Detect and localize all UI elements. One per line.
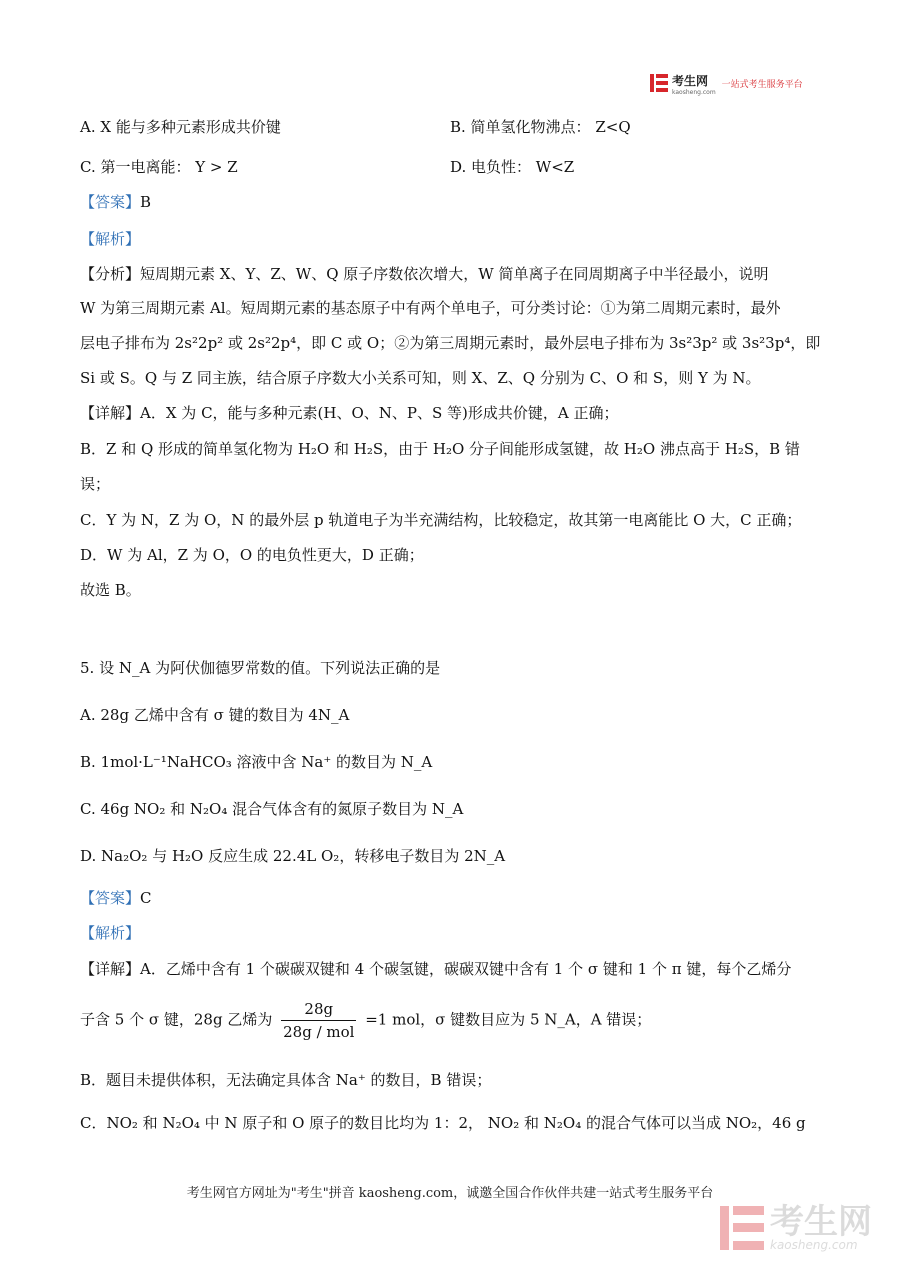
watermark-text: 考生网 bbox=[770, 1202, 872, 1242]
q4-detail-c: C．Y 为 N，Z 为 O，N 的最外层 p 轨道电子为半充满结构，比较稳定，故其第一电离能比 O 大，C 正确； bbox=[80, 511, 802, 529]
fenxi-label: 【分析】 bbox=[80, 265, 141, 283]
q5-answer bbox=[80, 888, 152, 908]
q5-detail-b: B．题目未提供体积，无法确定具体含 Na⁺ 的数目，B 错误； bbox=[80, 1071, 492, 1089]
q4-fenxi-1: 【分析】短周期元素 X、Y、Z、W、Q 原子序数依次增大，W 简单离子在同周期离子中半径最小，说明 bbox=[80, 265, 769, 283]
q4-answer bbox=[80, 192, 151, 212]
answer-value: B bbox=[140, 193, 152, 211]
q5-option-a: A. 28g 乙烯中含有 σ 键的数目为 4N_A bbox=[80, 706, 350, 724]
q4-detail-d: D．W 为 Al，Z 为 O，O 的电负性更大，D 正确； bbox=[80, 546, 424, 564]
detail-label: 【详解】 bbox=[80, 404, 141, 422]
fraction bbox=[281, 998, 356, 1043]
q4-detail-b1: B．Z 和 Q 形成的简单氢化物为 H₂O 和 H₂S，由于 H₂O 分子间能形成氢键，故 H₂O 沸点高于 H₂S，B 错 bbox=[80, 440, 800, 458]
q5-detail-c: C．NO₂ 和 N₂O₄ 中 N 原子和 O 原子的数目比均为 1：2， NO₂ 和 N₂O₄ 的混合气体可以当成 NO₂，46 g bbox=[80, 1114, 806, 1132]
q4-fenxi-3: 层电子排布为 2s²2p² 或 2s²2p⁴，即 C 或 O；②为第三周期元素时，最外层电子排布为 3s²3p² 或 3s²3p⁴，即 bbox=[80, 334, 821, 352]
q4-detail-a: 【详解】A．X 为 C，能与多种元素(H、O、N、P、S 等)形成共价键，A 正确； bbox=[80, 404, 619, 422]
q5-detail-a2: 子含 5 个 σ 键，28g 乙烯为 $\frac{28g}{\text{28g / mol}}$ =1 mol，σ 键数目应为 5 N_A，A 错误； bbox=[80, 1000, 652, 1041]
q5-option-b: B. 1mol·L⁻¹NaHCO₃ 溶液中含 Na⁺ 的数目为 N_A bbox=[80, 753, 433, 771]
watermark-logo-icon bbox=[720, 1206, 764, 1250]
header-logo bbox=[650, 70, 803, 96]
q5-detail-a1: 【详解】A．乙烯中含有 1 个碳碳双键和 4 个碳氢键，碳碳双键中含有 1 个 σ 键和 1 个 π 键，每个乙烯分 bbox=[80, 960, 792, 978]
page-footer: 考生网官方网址为"考生"拼音 kaosheng.com，诚邀全国合作伙伴共建一站式考生服务平台 bbox=[186, 1186, 714, 1201]
q4-conclusion: 故选 B。 bbox=[80, 581, 141, 599]
watermark bbox=[720, 1202, 872, 1252]
answer-label: 【答案】 bbox=[80, 193, 141, 211]
q4-option-a: A. X 能与多种元素形成共价键 bbox=[80, 118, 281, 136]
fraction-numerator: 28g bbox=[281, 998, 356, 1021]
q5-option-d: D. Na₂O₂ 与 H₂O 反应生成 22.4L O₂，转移电子数目为 2N_A bbox=[80, 847, 506, 865]
logo-brand: 考生网 bbox=[672, 74, 709, 88]
q4-fenxi-2: W 为第三周期元素 Al。短周期元素的基态原子中有两个单电子，可分类讨论：①为第二周期元素时，最外 bbox=[80, 299, 781, 317]
q5-option-c: C. 46g NO₂ 和 N₂O₄ 混合气体含有的氮原子数目为 N_A bbox=[80, 800, 464, 818]
watermark-domain: kaosheng.com bbox=[770, 1238, 858, 1252]
q5-stem: 5. 设 N_A 为阿伏伽德罗常数的值。下列说法正确的是 bbox=[80, 659, 441, 677]
detail-label: 【详解】 bbox=[80, 960, 141, 978]
q4-fenxi-4: Si 或 S。Q 与 Z 同主族，结合原子序数大小关系可知，则 X、Z、Q 分别为 C、O 和 S，则 Y 为 N。 bbox=[80, 369, 761, 387]
logo-slogan: 一站式考生服务平台 bbox=[721, 79, 803, 90]
q4-option-b: B. 简单氢化物沸点： Z<Q bbox=[450, 118, 631, 136]
fraction-denominator: 28g / mol bbox=[283, 1023, 355, 1041]
q4-option-d: D. 电负性： W<Z bbox=[450, 158, 575, 176]
q4-analysis-label: 【解析】 bbox=[80, 230, 141, 248]
answer-label: 【答案】 bbox=[80, 889, 141, 907]
q4-detail-b2: 误； bbox=[80, 475, 111, 493]
logo-domain: kaosheng.com bbox=[672, 89, 716, 96]
q4-option-c: C. 第一电离能： Y > Z bbox=[80, 158, 238, 176]
answer-value: C bbox=[140, 889, 152, 907]
q5-analysis-label: 【解析】 bbox=[80, 924, 141, 942]
logo-icon bbox=[650, 74, 668, 92]
